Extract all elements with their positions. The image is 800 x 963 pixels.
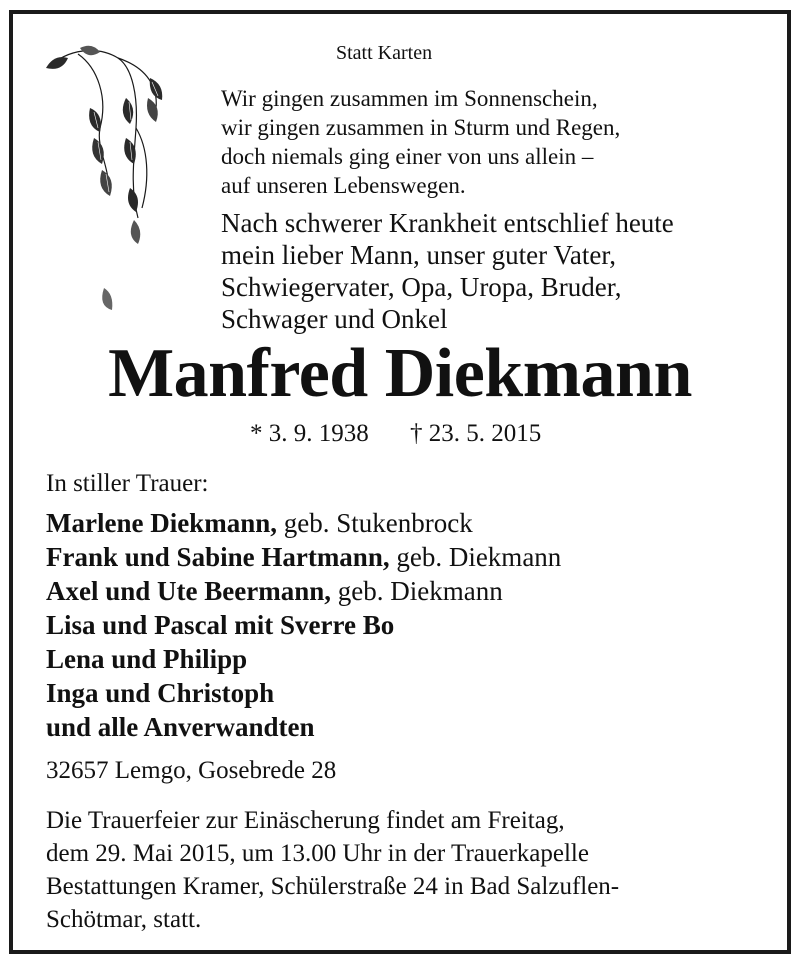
mourner-name: und alle Anverwandten xyxy=(46,712,315,742)
mourner-line xyxy=(46,506,561,540)
intro-text xyxy=(221,207,674,335)
mourner-name: Inga und Christoph xyxy=(46,678,275,708)
mourner-line xyxy=(46,676,561,710)
intro-line: Nach schwerer Krankheit entschlief heute xyxy=(221,208,674,238)
intro-line: Schwiegervater, Opa, Uropa, Bruder, xyxy=(221,272,622,302)
mourner-line xyxy=(46,642,561,676)
mourner-maiden: geb. Stukenbrock xyxy=(276,508,473,538)
mourner-maiden: geb. Diekmann xyxy=(389,542,562,572)
mourning-intro: In stiller Trauer: xyxy=(46,470,209,497)
family-address: 32657 Lemgo, Gosebrede 28 xyxy=(46,757,337,784)
mourner-name: Lena und Philipp xyxy=(46,644,248,674)
deceased-name: Manfred Diekmann xyxy=(108,335,692,412)
poem-line: doch niemals ging einer von uns allein – xyxy=(221,144,594,169)
mourner-line xyxy=(46,574,561,608)
mourner-name: Lisa und Pascal mit Sverre Bo xyxy=(46,610,395,640)
mourner-name: Frank und Sabine Hartmann, xyxy=(46,542,390,572)
poem-line: wir gingen zusammen in Sturm und Regen, xyxy=(221,115,621,140)
intro-line: Schwager und Onkel xyxy=(221,304,448,334)
mourner-line xyxy=(46,540,561,574)
funeral-line: Schötmar, statt. xyxy=(46,906,202,933)
intro-line: mein lieber Mann, unser guter Vater, xyxy=(221,240,617,270)
funeral-info xyxy=(46,804,619,936)
funeral-line: Bestattungen Kramer, Schülerstraße 24 in Bad Salzuflen- xyxy=(46,873,620,900)
funeral-line: dem 29. Mai 2015, um 13.00 Uhr in der Trauerkapelle xyxy=(46,840,589,867)
mourner-line xyxy=(46,608,561,642)
poem-line: Wir gingen zusammen im Sonnenschein, xyxy=(221,86,598,111)
birth-date: * 3. 9. 1938 xyxy=(250,420,369,447)
poem xyxy=(221,84,620,200)
mourner-line xyxy=(46,710,561,744)
header-statt-karten: Statt Karten xyxy=(336,42,433,64)
mourner-name: Marlene Diekmann, xyxy=(46,508,277,538)
mourner-name: Axel und Ute Beermann, xyxy=(46,576,331,606)
birch-branch-icon xyxy=(38,38,178,328)
poem-line: auf unseren Lebenswegen. xyxy=(221,173,466,198)
funeral-line: Die Trauerfeier zur Einäscherung findet am Freitag, xyxy=(46,807,565,834)
death-date: † 23. 5. 2015 xyxy=(410,420,542,447)
mourner-maiden: geb. Diekmann xyxy=(331,576,503,606)
mourners-list xyxy=(46,506,561,744)
